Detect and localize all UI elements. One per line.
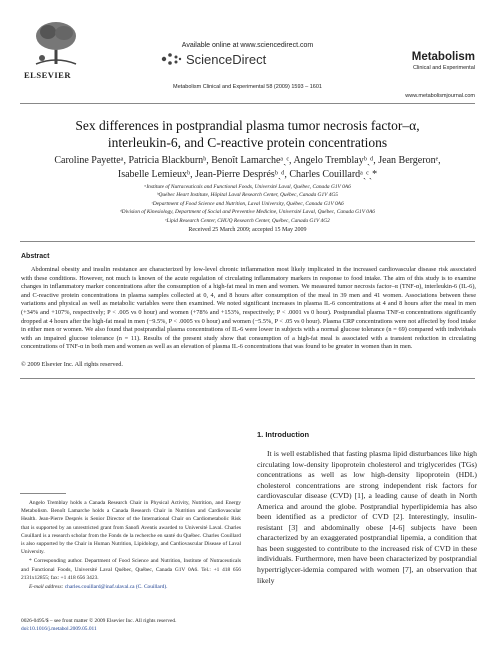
article-title <box>30 117 465 151</box>
footnotes <box>21 499 241 591</box>
affiliations <box>20 183 475 225</box>
introduction-text: It is well established that fasting plasma lipid disturbances like high circulating low-density lipoprotein cholesterol and triglycerides (TGs) concentrations as well as low high-density lipoprotein (HDL) cholesterol concentrations are strong independent risk factors for cardiovascular disease (CVD) [1], a leading cause of death in North America and around the globe. Postprandial hyperlipidemia has also been identified as a predictor of CVD [2]. Interestingly, insulin-resistant [3] and abdominally obese [4-6] subjects have been characterized by an exaggerated postprandial lipemia, a condition that has been suggested to contribute to the increased risk of CVD in these individuals. Furthermore, men have been characterized by postprandial hypertriglycer-idemia compared with women [7], an observation that likely <box>257 449 477 585</box>
journal-title: Metabolism <box>411 51 475 63</box>
abstract-rule <box>20 378 475 379</box>
title-line-1: Sex differences in postprandial plasma tumor necrosis factor–α, <box>75 118 420 133</box>
received-dates: Received 25 March 2009; accepted 15 May 2009 <box>188 227 307 233</box>
header-rule <box>20 103 475 104</box>
abstract-copyright: © 2009 Elsevier Inc. All rights reserved. <box>21 361 124 368</box>
funding-note: Angelo Tremblay holds a Canada Research Chair in Physical Activity, Nutrition, and Energy Metabolism. Benoît Lamarche holds a Canada Research Chair in Nutrition and Cardiovascular Health. Jean-Pierre Després is Senior Director of the International Chair on Cardiometabolic Risk that is supported by an unrestricted grant from Sanofi Aventis awarded to Université Laval. Charles Couillard is a research scholar from the Fonds de la recherche en santé du Québec. Charles Couillard is also supported by the Chair in Human Nutrition, Lipidology, and Cardiovascular Disease of Laval University. <box>21 500 241 556</box>
abstract-heading: Abstract <box>21 253 50 260</box>
sciencedirect-logo <box>160 51 266 67</box>
affiliation-c: ᶜDepartment of Food Science and Nutrition, Laval University, Québec, Canada G1V 0A6 <box>151 200 344 207</box>
corresponding-author-note: * Corresponding author. Department of Food Science and Nutrition, Institute of Nutraceuticals and Functional Foods, Université Laval Québec, Québec, Canada G1V 0A6. Tel.: +1 418 656 2131x12855; fax: +1 418 656 3423. <box>21 558 241 581</box>
issn-doi-block <box>21 617 176 633</box>
abstract-text: Abdominal obesity and insulin resistance are characterized by low-level chronic inflammation most likely implicated in the increased cardiovascular disease risk associated with these conditions. However, not much is known of the acute regulation of circulating inflammatory markers in response to food intake. The aim of this study is to examine changes in inflammatory marker concentrations after the consumption of a high-fat meal in men and women. We measured tumor necrosis factor–α (TNF-α), interleukin-6 (IL-6), and C-reactive protein concentrations in plasma samples collected at 0, 4, and 8 hours after consumption of the meal in 39 men and 41 women. Associations between these variations and physical as well as metabolic variables were then examined. We noted significant increases in plasma IL-6 concentrations at 4 and 8 hours after the meal in men (+34% and +107%, respectively; P < .005 vs 0 hour) and women (+78% and +153%, respectively; P < .0001 vs 0 hour). Postprandial plasma TNF-α concentrations significantly dropped at 4 hours after the high-fat meal in men (−9.5%, P < .0005 vs 0 hour) and women (−5.5%, P < .05 vs 0 hour). Plasma CRP concentrations were not affected by food intake in either men or women. We also found that postprandial plasma concentrations of IL-6 were lower in subjects with a normal glucose tolerance (n = 69) compared with individuals with an impaired glucose tolerance (n = 11). Results of the present study show that consumption of a high-fat meal is associated with a transient reduction in circulating concentrations of TNF-α in both men and women as well as an elevation of plasma IL-6 concentrations that was found to be greater in women than in men. <box>21 266 476 351</box>
authors-line-2: Isabelle Lemieuxᵇ, Jean-Pierre Desprésᵇˎᵈ, Charles Couillardᵃˎᶜˎ* <box>117 169 378 180</box>
sciencedirect-wordmark: ScienceDirect <box>186 51 267 67</box>
authors-line-1: Caroline Payetteᵃ, Patricia Blackburnᵇ, Benoît Lamarcheᵃˎᶜ, Angelo Tremblayᵇˎᵈ, Jean Bergeronᵉ, <box>54 155 441 166</box>
title-line-2: interleukin-6, and C-reactive protein concentrations <box>107 135 388 150</box>
title-rule <box>20 241 475 242</box>
journal-reference: Metabolism Clinical and Experimental 58 (2009) 1593 – 1601 <box>173 84 322 90</box>
email-label: E-mail address: <box>29 584 64 591</box>
journal-subtitle: Clinical and Experimental <box>412 65 475 71</box>
doi-link[interactable]: doi:10.1016/j.metabol.2009.05.011 <box>21 626 97 632</box>
email-note <box>21 583 241 591</box>
email-link[interactable]: charles.couillard@inaf.ulaval.ca (C. Couillard). <box>64 584 168 591</box>
affiliation-a: ᵃInstitute of Nutraceuticals and Functional Foods, Université Laval, Québec, Canada G1V 0A6 <box>144 184 351 190</box>
introduction-heading: 1. Introduction <box>257 430 310 439</box>
affiliation-d: ᵈDivision of Kinesiology, Department of Social and Preventive Medicine, Université Laval, Québec, Canada G1V 0A6 <box>120 209 375 216</box>
available-online-text: Available online at www.sciencedirect.com <box>181 42 314 49</box>
publisher-name: ELSEVIER <box>24 70 71 80</box>
affiliation-e: ᵉLipid Research Center, CHUQ Research Center, Québec, Canada G1V 4G2 <box>165 217 330 224</box>
affiliation-b: ᵇQuébec Heart Institute, Hôpital Laval Research Center, Québec, Canada G1V 4G5 <box>157 192 338 199</box>
sciencedirect-dots-icon <box>160 51 182 67</box>
footnote-rule <box>20 493 66 494</box>
issn-line: 0026-0495/$ – see front matter © 2009 Elsevier Inc. All rights reserved. <box>21 618 177 624</box>
author-list <box>20 154 475 182</box>
journal-url-link[interactable]: www.metabolismjournal.com <box>405 93 475 99</box>
